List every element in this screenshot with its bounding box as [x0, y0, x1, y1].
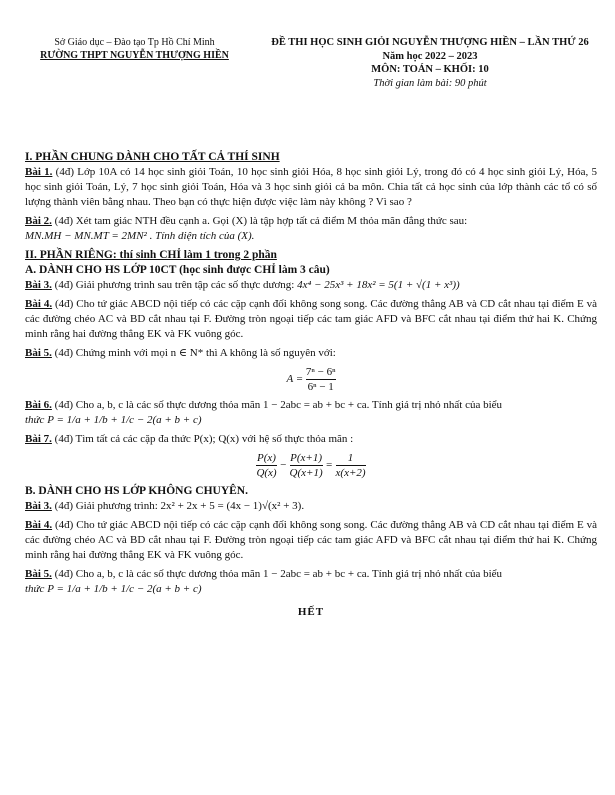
part1-heading: I. PHẦN CHUNG DÀNH CHO TẤT CẢ THÍ SINH — [25, 151, 280, 163]
exam-body — [25, 150, 597, 620]
problem-label: Bài 3. — [25, 500, 52, 512]
subject: MÔN: TOÁN – KHỐI: 10 — [371, 64, 489, 75]
problem-text: (4đ) Tìm tất cả các cặp đa thức P(x); Q(x) với hệ số thực thỏa mãn : — [54, 433, 354, 445]
a7-fraction-1 — [256, 451, 276, 480]
problem-text: (4đ) Chứng minh với mọi n ∈ N* thì A không là số nguyên với: — [54, 347, 336, 359]
problem-b3 — [25, 499, 597, 514]
problem-text: (4đ) Giải phương trình: 2x² + 2x + 5 = (4x − 1)√(x² + 3). — [54, 500, 305, 512]
a5-lhs: A = — [286, 373, 304, 386]
problem-text: (4đ) Cho a, b, c là các số thực dương thỏa mãn 1 − 2abc = ab + bc + ca. Tính giá trị nhỏ nhất của biểu — [54, 568, 503, 580]
a7-fraction-3 — [336, 451, 366, 480]
problem-formula: 4x⁴ − 25x³ + 18x² = 5(1 + √(1 + x³)) — [297, 279, 460, 291]
problem-label: Bài 5. — [25, 568, 52, 580]
a5-numerator: 7ⁿ − 6ⁿ — [305, 366, 336, 378]
numerator: P(x) — [257, 452, 276, 464]
equals-sign: = — [325, 459, 333, 472]
problem-label: Bài 5. — [25, 347, 52, 359]
problem-b5 — [25, 567, 597, 597]
problem-text: (4đ) Giải phương trình sau trên tập các số thực dương: — [54, 279, 295, 291]
header-right — [250, 36, 610, 90]
problem-label: Bài 6. — [25, 399, 52, 411]
problem-text: (4đ) Cho tứ giác ABCD nội tiếp có các cặp cạnh đối không song song. Các đường thẳng AB và CD cắt nhau tại điểm E và các đường chéo AC và BD cắt nhau tại F. Đường tròn ngoại tiếp các tam giác AFD và BFC cắt nhau tại điểm thứ hai K. Chứng minh rằng hai đường thẳng EK và FK vuông góc. — [25, 519, 597, 561]
denominator: Q(x+1) — [289, 467, 323, 479]
minus-sign: − — [279, 459, 287, 472]
denominator: x(x+2) — [335, 467, 366, 479]
problem-text: (4đ) Xét tam giác NTH đều cạnh a. Gọi (X) là tập hợp tất cả điểm M thỏa mãn đẳng thức sau: — [54, 215, 468, 227]
problem-a4 — [25, 297, 597, 342]
a5-fraction — [306, 365, 336, 394]
exam-title: ĐỀ THI HỌC SINH GIỎI NGUYỄN THƯỢNG HIỀN – LẦN THỨ 26 — [271, 37, 589, 48]
department: Sở Giáo dục – Đào tạo Tp Hồ Chí Minh — [54, 37, 215, 48]
section-a-heading: A. DÀNH CHO HS LỚP 10CT (học sinh được CHỈ làm 3 câu) — [25, 264, 330, 276]
problem-formula: thức P = 1/a + 1/b + 1/c − 2(a + b + c) — [25, 583, 202, 595]
numerator: 1 — [347, 452, 354, 464]
problem-a3 — [25, 278, 597, 293]
time-limit: Thời gian làm bài: 90 phút — [373, 77, 487, 89]
a7-formula — [25, 451, 597, 480]
problem-label: Bài 7. — [25, 433, 52, 445]
problem-label: Bài 3. — [25, 279, 52, 291]
problem-label: Bài 4. — [25, 519, 53, 531]
problem-label: Bài 4. — [25, 298, 53, 310]
a7-fraction-2 — [290, 451, 323, 480]
problem-b4 — [25, 518, 597, 563]
problem-a7 — [25, 432, 597, 447]
header-left — [22, 36, 247, 62]
a5-formula — [25, 365, 597, 394]
denominator: Q(x) — [256, 467, 277, 479]
numerator: P(x+1) — [290, 452, 322, 464]
problem-a6 — [25, 398, 597, 428]
school-year: Năm học 2022 – 2023 — [382, 50, 478, 62]
problem-formula: MN.MH − MN.MT = 2MN² . Tính diện tích của (X). — [25, 230, 255, 242]
school-name: RƯỜNG THPT NGUYỄN THƯỢNG HIỀN — [40, 50, 229, 61]
part2-heading: II. PHẦN RIÊNG: thí sinh CHỈ làm 1 trong 2 phần — [25, 249, 277, 261]
section-b-heading: B. DÀNH CHO HS LỚP KHÔNG CHUYÊN. — [25, 485, 248, 497]
a5-denominator: 6ⁿ − 1 — [307, 381, 334, 393]
problem-label: Bài 1. — [25, 166, 53, 178]
problem-2 — [25, 214, 597, 244]
end-marker: HẾT — [297, 606, 325, 618]
problem-label: Bài 2. — [25, 215, 52, 227]
problem-text: (4đ) Cho a, b, c là các số thực dương thỏa mãn 1 − 2abc = ab + bc + ca. Tính giá trị nhỏ nhất của biểu — [54, 399, 503, 411]
problem-a5 — [25, 346, 597, 361]
problem-text: (4đ) Cho tứ giác ABCD nội tiếp có các cặp cạnh đối không song song. Các đường thẳng AB và CD cắt nhau tại điểm E và các đường chéo AC và BD cắt nhau tại F. Đường tròn ngoại tiếp các tam giác AFD và BFC cắt nhau tại điểm thứ hai K. Chứng minh rằng hai đường thẳng EK và FK vuông góc. — [25, 298, 597, 340]
problem-text: (4đ) Lớp 10A có 14 học sinh giỏi Toán, 10 học sinh giỏi Hóa, 8 học sinh giỏi Lý, trong đó có 4 học sinh giỏi Lý, Hóa, 5 học sinh giỏi Toán, Lý, 7 học sinh giỏi Toán, Hóa và 3 học sinh giỏi cả ba môn. Chia tất cả học sinh của lớp thành các tổ có số lượng thành viên bằng nhau. Theo bạn có thực hiện được việc làm này không ? Vì sao ? — [25, 166, 597, 208]
problem-1 — [25, 165, 597, 210]
problem-formula: thức P = 1/a + 1/b + 1/c − 2(a + b + c) — [25, 414, 202, 426]
